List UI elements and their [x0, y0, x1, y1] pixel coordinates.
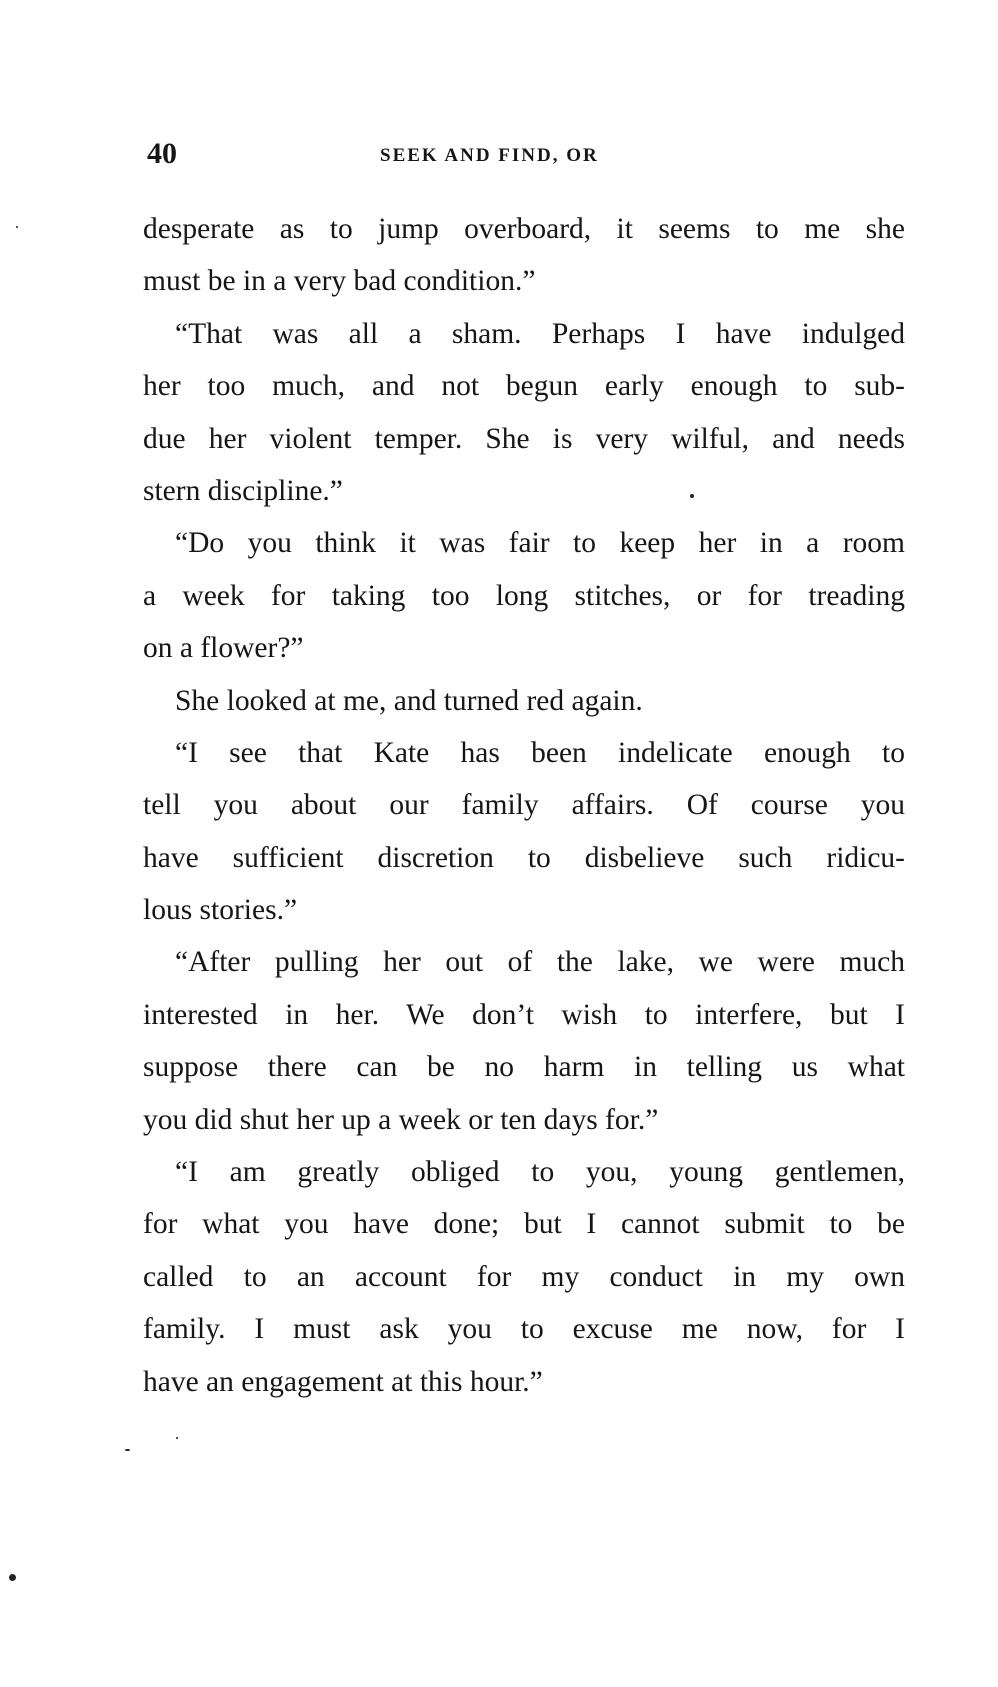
text-line: “I am greatly obliged to you, young gentlemen,	[175, 1156, 905, 1189]
text-line: you did shut her up a week or ten days for.”	[143, 1103, 659, 1136]
text-line: desperate as to jump overboard, it seems to me she	[143, 213, 905, 245]
text-line: her too much, and not begun early enough to sub-	[143, 370, 905, 403]
text-line: for what you have done; but I cannot submit to be	[143, 1208, 905, 1241]
text-line: interested in her. We don’t wish to interfere, but I	[143, 998, 905, 1031]
text-line: stern discipline.”	[143, 474, 343, 507]
text-line: have sufficient discretion to disbelieve such ridicu-	[143, 841, 905, 874]
text-line: suppose there can be no harm in telling us what	[143, 1051, 905, 1084]
text-line: must be in a very bad condition.”	[143, 265, 536, 298]
page-number: 40	[147, 137, 177, 170]
text-line: “Do you think it was fair to keep her in a room	[175, 527, 905, 560]
text-line: “After pulling her out of the lake, we were much	[175, 946, 905, 979]
text-line: on a flower?”	[143, 632, 304, 665]
text-line: “That was all a sham. Perhaps I have indulged	[175, 317, 905, 350]
text-line: have an engagement at this hour.”	[143, 1365, 543, 1398]
text-line: due her violent temper. She is very wilful, and needs	[143, 422, 905, 455]
text-line: “I see that Kate has been indelicate enough to	[175, 736, 905, 769]
body-text	[143, 203, 905, 1408]
ink-speck	[16, 226, 18, 228]
ink-speck	[176, 1437, 178, 1439]
ink-speck	[125, 1449, 130, 1451]
text-line: She looked at me, and turned red again.	[175, 684, 643, 717]
text-line: tell you about our family affairs. Of course you	[143, 789, 905, 822]
ink-speck	[9, 1574, 16, 1581]
text-line: family. I must ask you to excuse me now, for I	[143, 1313, 905, 1346]
text-line: lous stories.”	[143, 894, 298, 927]
text-line: called to an account for my conduct in my own	[143, 1260, 905, 1293]
running-title: SEEK AND FIND, OR	[380, 145, 599, 166]
ink-speck	[690, 494, 694, 498]
text-line: a week for taking too long stitches, or for treading	[143, 579, 905, 612]
